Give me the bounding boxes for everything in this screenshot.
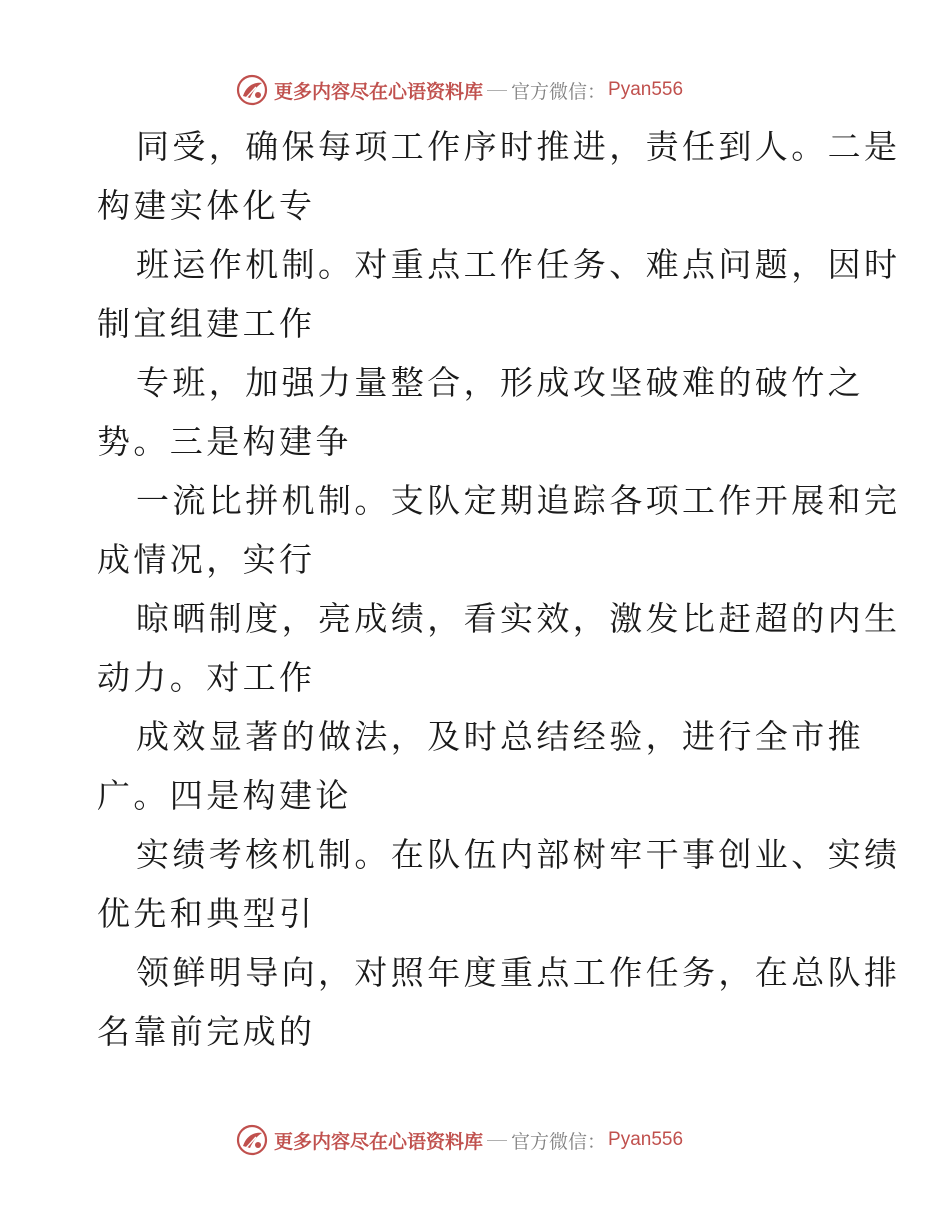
- body-line: 专班，加强力量整合，形成攻坚破难的破竹之: [136, 363, 864, 402]
- banner-text: 更多内容尽在心语资料库: [274, 1130, 484, 1153]
- body-line: 同受，确保每项工作序时推进，责任到人。二是: [136, 127, 901, 166]
- wechat-id: Pyan556: [608, 1129, 684, 1150]
- footer-banner: [236, 1123, 683, 1157]
- body-line: 成情况，实行: [97, 540, 316, 579]
- body-line: 势。三是构建争: [97, 422, 352, 461]
- wechat-label: 官方微信：: [511, 80, 607, 103]
- body-line: 实绩考核机制。在队伍内部树牢干事创业、实绩: [136, 835, 901, 874]
- body-line: 晾晒制度，亮成绩，看实效，激发比赶超的内生: [136, 599, 901, 638]
- body-line: 成效显著的做法，及时总结经验，进行全市推: [136, 717, 864, 756]
- header-banner: [236, 73, 683, 107]
- body-line: 优先和典型引: [97, 894, 316, 933]
- banner-text: 更多内容尽在心语资料库: [274, 80, 484, 103]
- body-line: 动力。对工作: [97, 658, 316, 697]
- body-line: 名靠前完成的: [97, 1012, 316, 1051]
- body-line: 班运作机制。对重点工作任务、难点问题，因时: [136, 245, 901, 284]
- body-line: 制宜组建工作: [97, 304, 316, 343]
- banner-divider: [487, 90, 507, 91]
- wechat-id: Pyan556: [608, 79, 684, 100]
- brand-logo-icon: [236, 1124, 268, 1156]
- body-line: 领鲜明导向，对照年度重点工作任务，在总队排: [136, 953, 901, 992]
- brand-logo-icon: [236, 74, 268, 106]
- body-line: 一流比拼机制。支队定期追踪各项工作开展和完: [136, 481, 901, 520]
- body-line: 构建实体化专: [97, 186, 316, 225]
- wechat-label: 官方微信：: [511, 1130, 607, 1153]
- body-line: 广。四是构建论: [97, 776, 352, 815]
- banner-divider: [487, 1140, 507, 1141]
